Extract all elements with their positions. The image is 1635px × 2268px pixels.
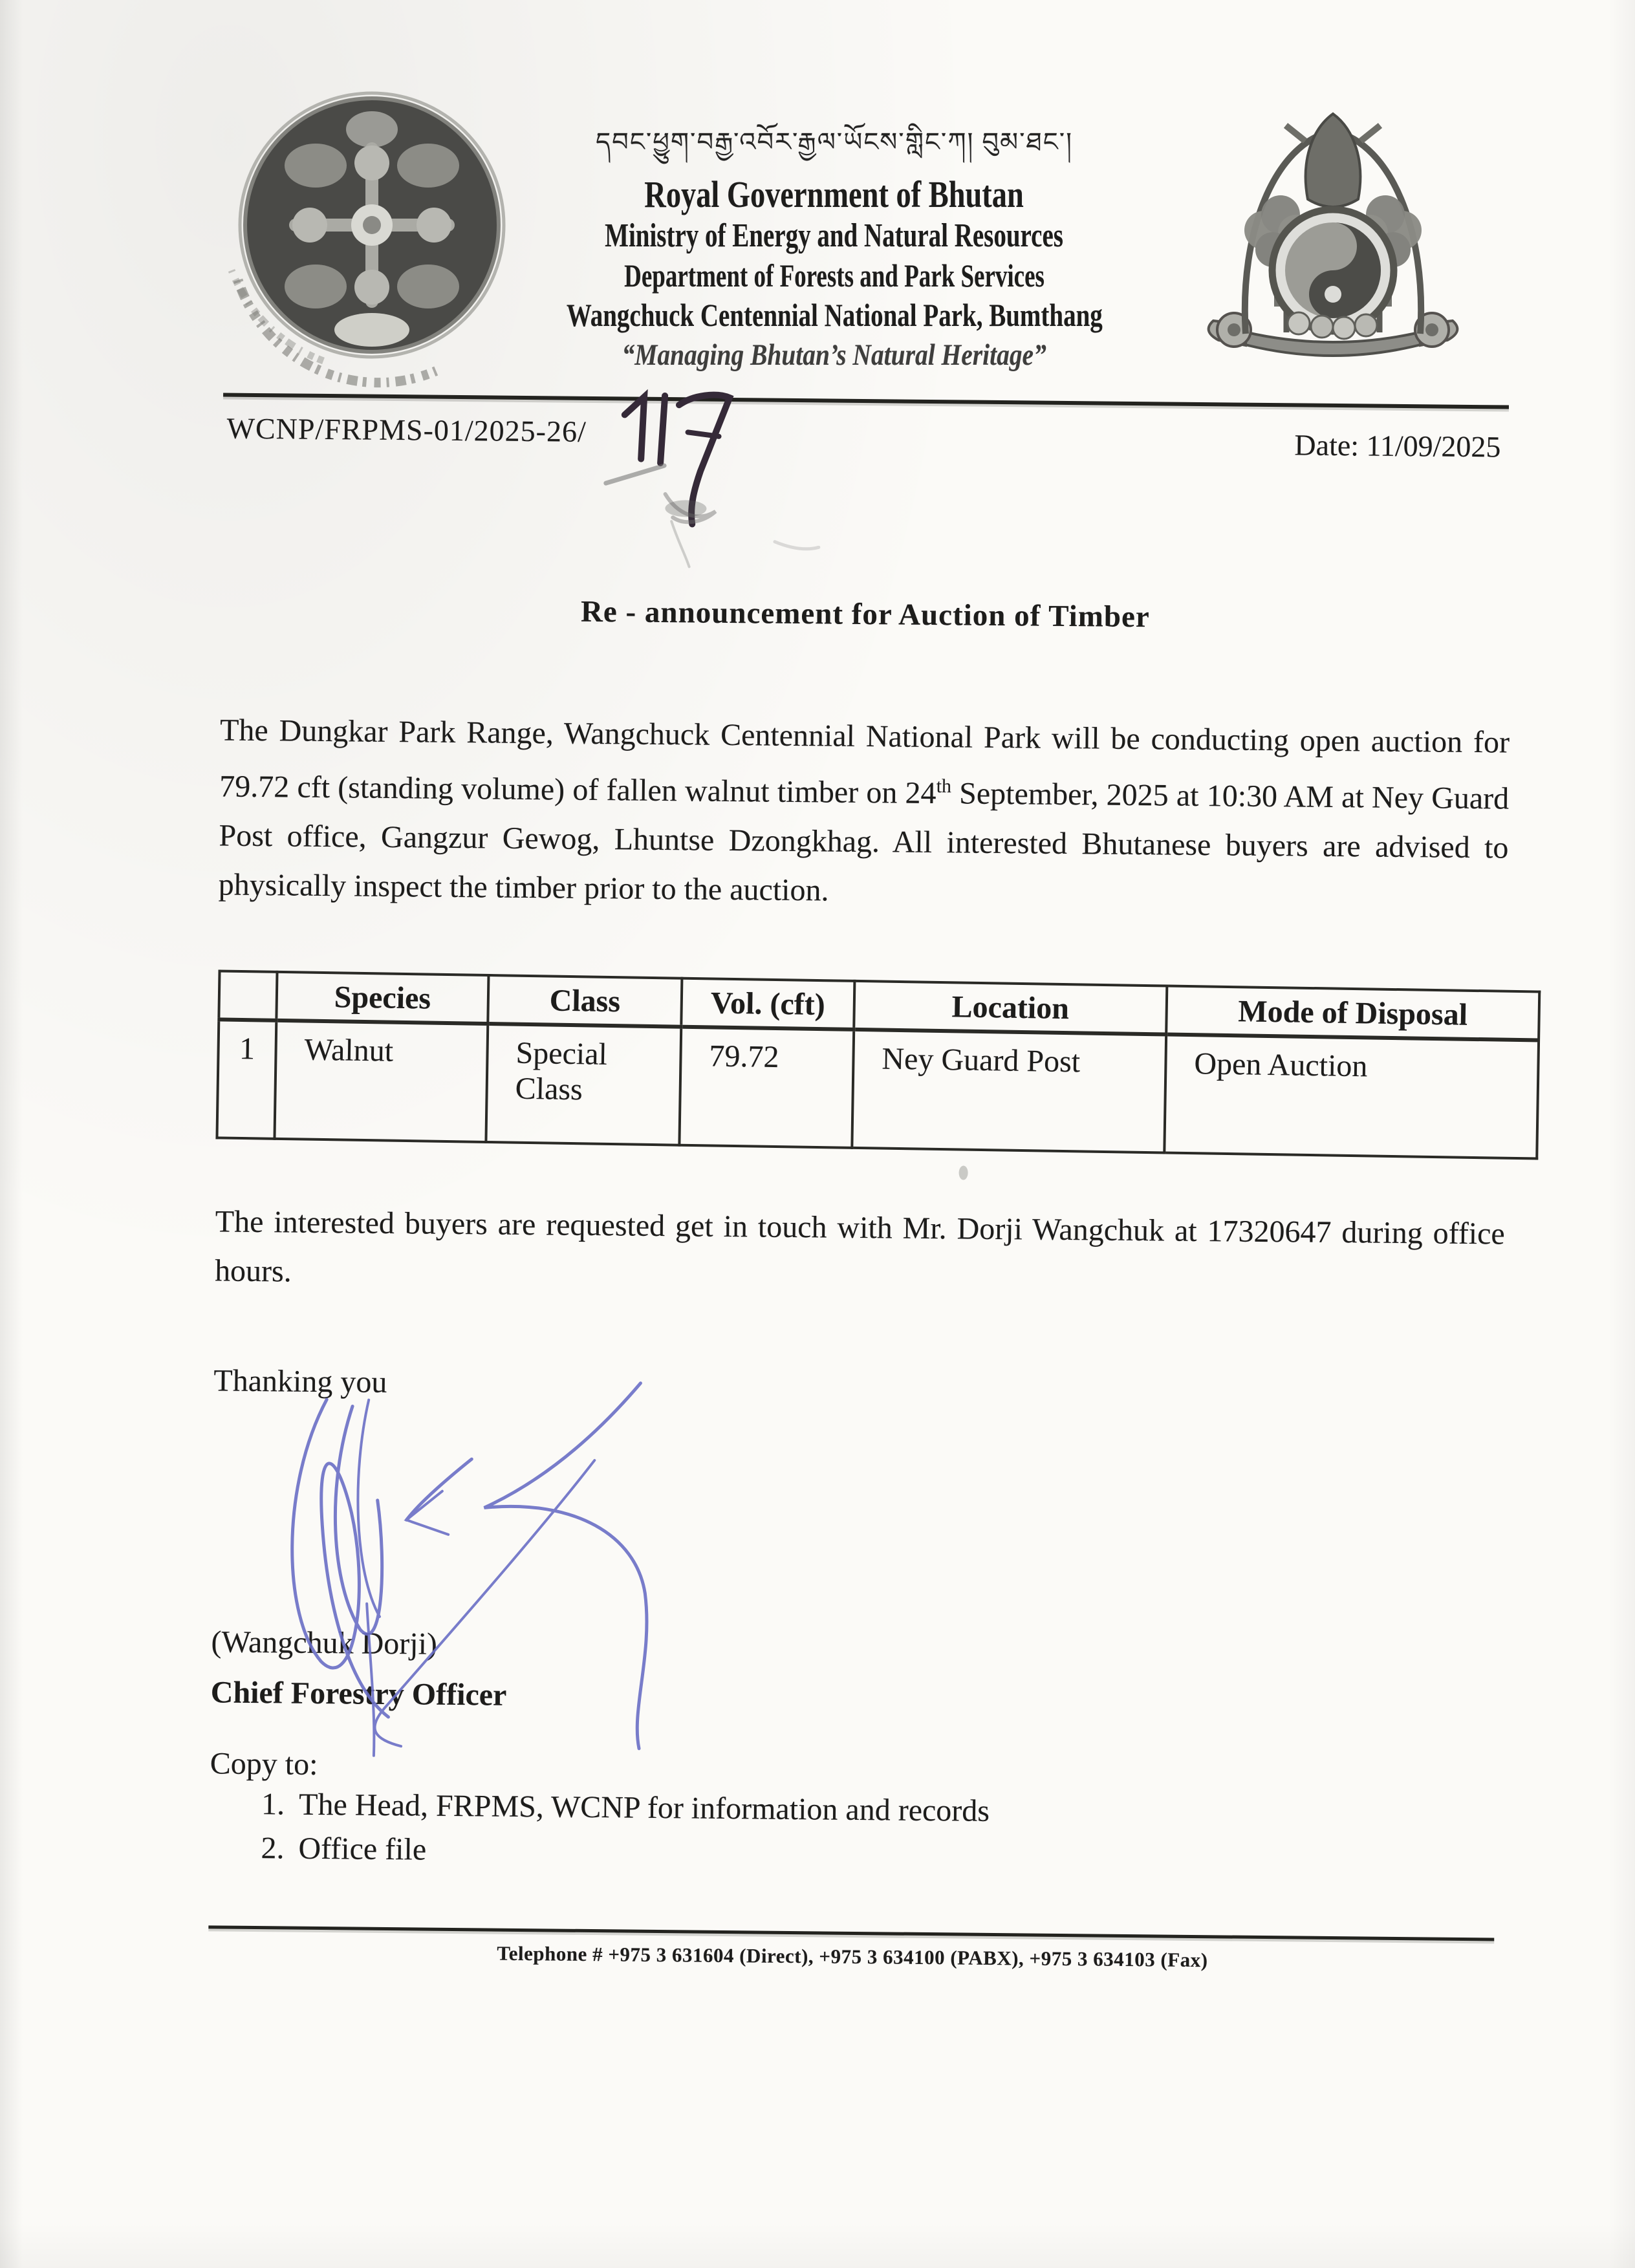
cell-class: Special Class bbox=[486, 1024, 681, 1145]
signature-strokes bbox=[220, 1370, 677, 1782]
ordinal-superscript: th bbox=[936, 775, 952, 797]
footer-divider-rule bbox=[208, 1925, 1494, 1941]
signatory-name: (Wangchuk Dorji) bbox=[211, 1625, 438, 1661]
cell-volume: 79.72 bbox=[679, 1027, 854, 1148]
copy-item-number: 1. bbox=[261, 1787, 285, 1822]
closing-thanks: Thanking you bbox=[213, 1363, 387, 1399]
letterhead-government-line: Royal Government of Bhutan bbox=[644, 173, 1024, 215]
para1-text-b: September, 2025 at 10:30 AM at Ney Guard Post office, Gangzur Gewog, Lhuntse Dzongkhag. All interested Bhutanese buyers are advised to physically inspect the timber prior to the auction. bbox=[218, 776, 1510, 908]
copy-item-number: 2. bbox=[261, 1831, 285, 1866]
cell-mode: Open Auction bbox=[1164, 1034, 1539, 1158]
paragraph-auction-details bbox=[218, 706, 1510, 922]
timber-lot-table bbox=[215, 969, 1541, 1160]
signature-scribble bbox=[220, 1370, 677, 1782]
header-mode: Mode of Disposal bbox=[1166, 986, 1539, 1040]
letterhead-tagline: “Managing Bhutan’s Natural Heritage” bbox=[622, 338, 1047, 372]
copy-item-text: The Head, FRPMS, WCNP for information and records bbox=[298, 1787, 990, 1828]
footer-telephone: Telephone # +975 3 631604 (Direct), +975 3 634100 (PABX), +975 3 634103 (Fax) bbox=[497, 1941, 1208, 1972]
cell-location: Ney Guard Post bbox=[852, 1030, 1166, 1153]
header-volume: Vol. (cft) bbox=[681, 978, 854, 1030]
header-species: Species bbox=[276, 972, 488, 1024]
copy-item-text: Office file bbox=[298, 1831, 427, 1867]
letterhead-department-line: Department of Forests and Park Services bbox=[624, 257, 1045, 294]
cell-species: Walnut bbox=[274, 1021, 488, 1142]
letterhead-ministry-line: Ministry of Energy and Natural Resources bbox=[605, 217, 1064, 254]
reference-number: WCNP/FRPMS-01/2025-26/ bbox=[226, 411, 587, 448]
header-divider-rule bbox=[223, 393, 1509, 409]
copy-to-item bbox=[261, 1830, 426, 1867]
header-index bbox=[219, 971, 277, 1020]
letterhead-park-line: Wangchuck Centennial National Park, Bumthang bbox=[566, 297, 1103, 333]
paragraph-contact-info: The interested buyers are requested get in touch with Mr. Dorji Wangchuk at 17320647 during office hours. bbox=[214, 1204, 1505, 1289]
reference-row bbox=[223, 411, 1511, 464]
header-class: Class bbox=[488, 975, 682, 1027]
para1-text-a: The Dungkar Park Range, Wangchuck Centennial National Park will be conducting open auction for 79.72 cft (standing volume) of fallen walnut timber on 24 bbox=[219, 713, 1510, 811]
document-title: Re - announcement for Auction of Timber bbox=[580, 594, 1150, 634]
table-row bbox=[217, 1019, 1539, 1158]
cell-index: 1 bbox=[217, 1019, 276, 1138]
signatory-title: Chief Forestry Officer bbox=[210, 1675, 507, 1712]
header-location: Location bbox=[854, 981, 1167, 1035]
date-label: Date: 11/09/2025 bbox=[1294, 428, 1501, 464]
copy-to-item bbox=[261, 1786, 990, 1829]
letterhead-dzongkha-line: དབང་ཕྱུག་བརྒྱ་འབོར་རྒྱལ་ཡོངས་གླིང་ཀ། བུམ་ཐང་། bbox=[595, 127, 1074, 157]
ink-dot bbox=[958, 1165, 968, 1180]
copy-to-label: Copy to: bbox=[210, 1746, 318, 1782]
